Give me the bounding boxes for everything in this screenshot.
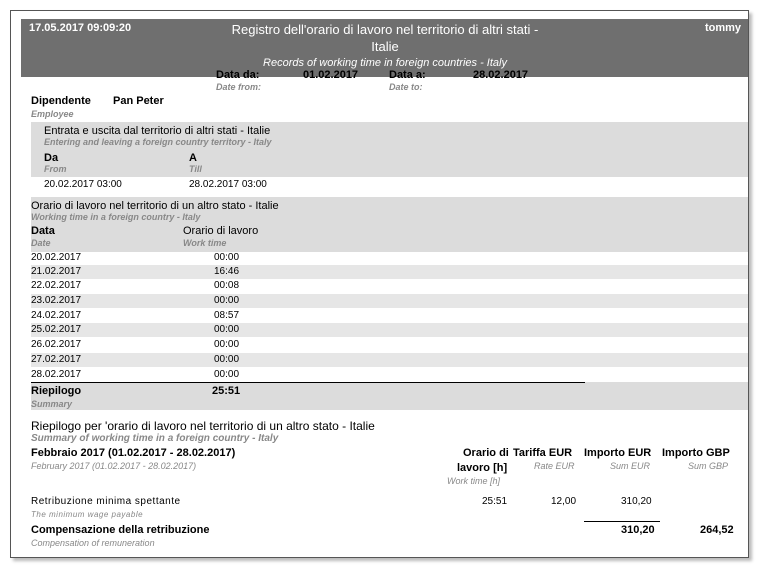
col-hours-line2: lavoro [h] (457, 462, 508, 474)
report-title-line1: Registro dell'orario di lavoro nel territorio di altri stati - (231, 22, 539, 37)
report-subtitle: Records of working time in foreign countries - Italy (263, 57, 507, 69)
col-hours-en: Work time [h] (447, 476, 501, 486)
worktime-row-time: 00:00 (214, 369, 240, 380)
worktime-row (31, 294, 749, 308)
worktime-row-date: 23.02.2017 (31, 295, 82, 306)
col-sum-eur: Importo EUR (584, 447, 652, 459)
summary-title-en: Summary of working time in a foreign country - Italy (31, 433, 279, 444)
entry-from-label-en: From (44, 164, 67, 174)
comp-gbp: 264,52 (700, 524, 734, 536)
worktime-row-date: 27.02.2017 (31, 354, 82, 365)
worktime-row-date: 22.02.2017 (31, 280, 82, 291)
employee-label: Dipendente (31, 95, 91, 107)
worktime-row-date: 25.02.2017 (31, 324, 82, 335)
print-datetime: 17.05.2017 09:09:20 (29, 22, 132, 34)
report-header (21, 19, 749, 77)
worktime-row (31, 309, 749, 323)
worktime-col-time-en: Work time (183, 238, 227, 248)
wage-label: Retribuzione minima spettante (31, 496, 181, 507)
wage-rate: 12,00 (551, 496, 577, 507)
col-hours-line1: Orario di (463, 447, 509, 459)
worktime-row (31, 265, 749, 279)
user-name: tommy (704, 22, 741, 34)
entry-from-label: Da (44, 152, 59, 164)
worktime-row-date: 28.02.2017 (31, 369, 82, 380)
worktime-summary-total: 25:51 (212, 385, 241, 397)
wage-label-en: The minimum wage payable (31, 510, 144, 519)
worktime-title-en: Working time in a foreign country - Italy (31, 212, 201, 222)
worktime-summary-label: Riepilogo (31, 385, 82, 397)
worktime-row (31, 323, 749, 337)
entry-from-value: 20.02.2017 03:00 (44, 179, 122, 190)
worktime-row-time: 08:57 (214, 310, 240, 321)
worktime-row-date: 20.02.2017 (31, 252, 82, 263)
col-sum-gbp-en: Sum GBP (688, 461, 729, 471)
date-from-value: 01.02.2017 (303, 69, 359, 81)
worktime-col-date: Data (31, 225, 55, 237)
worktime-row-time: 00:00 (214, 295, 240, 306)
entry-till-label: A (189, 152, 197, 164)
employee-name: Pan Peter (113, 95, 164, 107)
col-rate-en: Rate EUR (534, 461, 575, 471)
entry-exit-title-en: Entering and leaving a foreign country territory - Italy (44, 137, 272, 147)
date-from-label: Data da: (216, 69, 260, 81)
worktime-row-time: 00:00 (214, 324, 240, 335)
worktime-row-time: 00:00 (214, 339, 240, 350)
worktime-row (31, 338, 749, 352)
report-title-line2: Italie (371, 39, 399, 54)
worktime-summary-band (31, 382, 749, 410)
comp-label-en: Compensation of remuneration (31, 538, 155, 548)
summary-period-en: February 2017 (01.02.2017 - 28.02.2017) (31, 461, 197, 471)
summary-title: Riepilogo per 'orario di lavoro nel territorio di un altro stato - Italie (31, 419, 375, 433)
col-sum-eur-en: Sum EUR (610, 461, 651, 471)
col-rate: Tariffa EUR (513, 447, 573, 459)
comp-eur: 310,20 (621, 524, 655, 536)
date-to-label: Data a: (389, 69, 426, 81)
report-page (10, 10, 749, 558)
wage-hours: 25:51 (482, 496, 508, 507)
worktime-col-date-en: Date (31, 238, 51, 248)
summary-period: Febbraio 2017 (01.02.2017 - 28.02.2017) (31, 447, 236, 459)
employee-label-en: Employee (31, 109, 74, 119)
worktime-row-time: 16:46 (214, 266, 240, 277)
worktime-row (31, 279, 749, 293)
comp-label: Compensazione della retribuzione (31, 524, 210, 536)
summary-divider (31, 382, 585, 383)
sum-underline (584, 521, 660, 522)
worktime-row (31, 368, 749, 382)
date-to-value: 28.02.2017 (473, 69, 529, 81)
worktime-row (31, 353, 749, 367)
worktime-row-time: 00:00 (214, 354, 240, 365)
worktime-title: Orario di lavoro nel territorio di un altro stato - Italie (31, 200, 279, 212)
date-to-label-en: Date to: (389, 82, 423, 92)
worktime-summary-label-en: Summary (31, 399, 73, 409)
worktime-row (31, 251, 749, 265)
entry-till-label-en: Till (189, 164, 202, 174)
date-from-label-en: Date from: (216, 82, 262, 92)
worktime-row-time: 00:00 (214, 252, 240, 263)
entry-exit-title: Entrata e uscita dal territorio di altri stati - Italie (44, 125, 271, 137)
worktime-col-time: Orario di lavoro (183, 225, 259, 237)
worktime-row-date: 21.02.2017 (31, 266, 82, 277)
worktime-row-date: 24.02.2017 (31, 310, 82, 321)
wage-sum: 310,20 (621, 496, 652, 507)
entry-till-value: 28.02.2017 03:00 (189, 179, 267, 190)
worktime-row-date: 26.02.2017 (31, 339, 82, 350)
worktime-row-time: 00:08 (214, 280, 240, 291)
col-sum-gbp: Importo GBP (662, 447, 730, 459)
